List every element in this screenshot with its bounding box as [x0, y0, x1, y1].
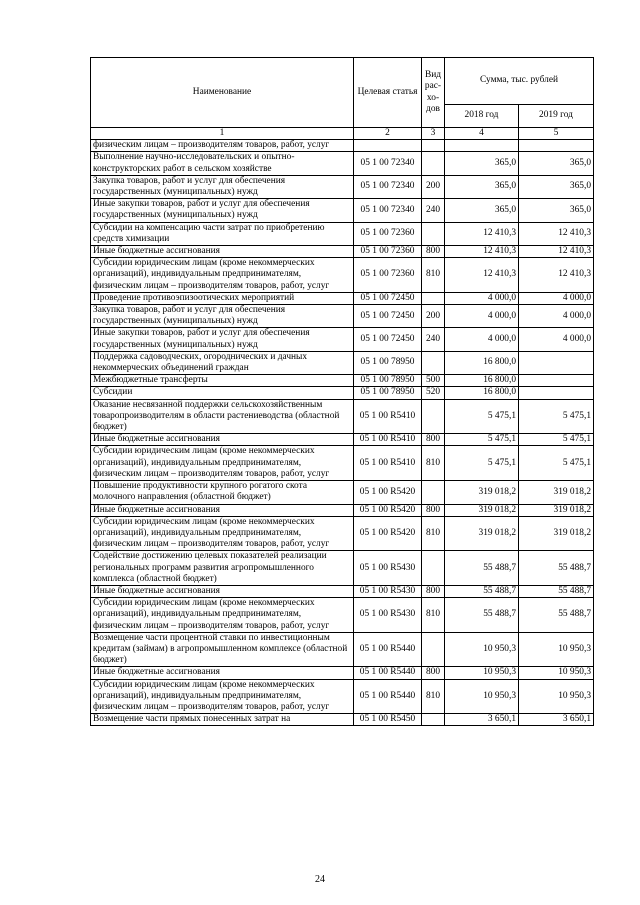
row-expense-kind: 810	[422, 446, 445, 481]
table-row	[91, 328, 594, 351]
column-number-row	[91, 128, 594, 140]
row-target-code	[354, 140, 422, 152]
table-row	[91, 504, 594, 516]
row-name: Субсидии юридическим лицам (кроме некоммерческих организаций), индивидуальным предпринимателям, физическим лицам – производителям товаров, работ, услуг	[91, 446, 354, 481]
row-amount-2019	[519, 375, 594, 387]
row-expense-kind	[422, 140, 445, 152]
row-name: Субсидии	[91, 387, 354, 399]
header-row	[91, 58, 594, 105]
row-expense-kind	[422, 222, 445, 245]
row-expense-kind: 240	[422, 328, 445, 351]
row-amount-2019: 3 650,1	[519, 714, 594, 726]
row-amount-2018: 319 018,2	[445, 481, 519, 504]
row-target-code: 05 1 00 72340	[354, 199, 422, 222]
table-row	[91, 481, 594, 504]
row-expense-kind: 810	[422, 679, 445, 714]
row-name: Иные закупки товаров, работ и услуг для обеспечения государственных (муниципальных) нужд	[91, 328, 354, 351]
row-amount-2019: 55 488,7	[519, 598, 594, 633]
row-name: Повышение продуктивности крупного рогатого скота молочного направления (областной бюджет)	[91, 481, 354, 504]
row-target-code: 05 1 00 72450	[354, 292, 422, 304]
row-expense-kind: 810	[422, 258, 445, 293]
row-amount-2019: 319 018,2	[519, 481, 594, 504]
row-expense-kind: 520	[422, 387, 445, 399]
table-row	[91, 387, 594, 399]
row-amount-2019: 4 000,0	[519, 305, 594, 328]
row-expense-kind: 200	[422, 175, 445, 198]
row-amount-2019: 319 018,2	[519, 504, 594, 516]
column-number: 2	[354, 128, 422, 140]
row-name: Субсидии на компенсацию части затрат по приобретению средств химизации	[91, 222, 354, 245]
row-amount-2018: 16 800,0	[445, 387, 519, 399]
row-amount-2019: 319 018,2	[519, 516, 594, 551]
row-amount-2019: 5 475,1	[519, 399, 594, 434]
table-body	[91, 140, 594, 726]
row-target-code: 05 1 00 R5420	[354, 516, 422, 551]
row-amount-2018: 5 475,1	[445, 399, 519, 434]
row-name: физическим лицам – производителям товаров, работ, услуг	[91, 140, 354, 152]
column-number: 4	[445, 128, 519, 140]
table-row	[91, 152, 594, 175]
table-row	[91, 551, 594, 586]
row-amount-2018: 365,0	[445, 175, 519, 198]
row-amount-2019	[519, 140, 594, 152]
row-name: Иные бюджетные ассигнования	[91, 434, 354, 446]
row-expense-kind	[422, 632, 445, 667]
row-expense-kind	[422, 481, 445, 504]
row-name: Выполнение научно-исследовательских и опытно-конструкторских работ в сельском хозяйстве	[91, 152, 354, 175]
row-target-code: 05 1 00 72360	[354, 222, 422, 245]
row-expense-kind: 810	[422, 516, 445, 551]
table-row	[91, 199, 594, 222]
row-amount-2018: 16 800,0	[445, 375, 519, 387]
row-target-code: 05 1 00 72360	[354, 246, 422, 258]
row-amount-2019	[519, 387, 594, 399]
row-target-code: 05 1 00 72340	[354, 152, 422, 175]
row-expense-kind	[422, 351, 445, 374]
row-amount-2018: 10 950,3	[445, 667, 519, 679]
row-expense-kind: 500	[422, 375, 445, 387]
table-row	[91, 375, 594, 387]
row-name: Возмещение части процентной ставки по инвестиционным кредитам (займам) в агропромышленном комплексе (областной бюджет)	[91, 632, 354, 667]
row-target-code: 05 1 00 72450	[354, 305, 422, 328]
row-expense-kind: 240	[422, 199, 445, 222]
row-amount-2018: 4 000,0	[445, 305, 519, 328]
table-row	[91, 351, 594, 374]
row-amount-2018	[445, 140, 519, 152]
row-amount-2019: 5 475,1	[519, 434, 594, 446]
row-name: Субсидии юридическим лицам (кроме некоммерческих организаций), индивидуальным предпринимателям, физическим лицам – производителям товаров, работ, услуг	[91, 258, 354, 293]
table-row	[91, 667, 594, 679]
row-target-code: 05 1 00 78950	[354, 387, 422, 399]
row-amount-2018: 55 488,7	[445, 585, 519, 597]
row-expense-kind	[422, 714, 445, 726]
row-amount-2019: 12 410,3	[519, 222, 594, 245]
row-amount-2018: 5 475,1	[445, 446, 519, 481]
row-target-code: 05 1 00 78950	[354, 375, 422, 387]
row-name: Субсидии юридическим лицам (кроме некоммерческих организаций), индивидуальным предпринимателям, физическим лицам – производителям товаров, работ, услуг	[91, 516, 354, 551]
header-target-code: Целевая статья	[354, 58, 422, 128]
table-row	[91, 632, 594, 667]
table-row	[91, 246, 594, 258]
row-expense-kind: 800	[422, 667, 445, 679]
table-row	[91, 516, 594, 551]
row-name: Иные закупки товаров, работ и услуг для обеспечения государственных (муниципальных) нужд	[91, 199, 354, 222]
row-expense-kind	[422, 551, 445, 586]
page-number: 24	[315, 874, 325, 885]
row-expense-kind: 800	[422, 585, 445, 597]
row-target-code: 05 1 00 R5410	[354, 446, 422, 481]
row-amount-2019: 12 410,3	[519, 246, 594, 258]
row-target-code: 05 1 00 R5420	[354, 481, 422, 504]
column-number: 1	[91, 128, 354, 140]
row-target-code: 05 1 00 R5410	[354, 399, 422, 434]
row-amount-2018: 4 000,0	[445, 328, 519, 351]
row-expense-kind: 200	[422, 305, 445, 328]
table-row	[91, 399, 594, 434]
row-name: Межбюджетные трансферты	[91, 375, 354, 387]
row-name: Субсидии юридическим лицам (кроме некоммерческих организаций), индивидуальным предпринимателям, физическим лицам – производителям товаров, работ, услуг	[91, 598, 354, 633]
row-name: Проведение противоэпизоотических мероприятий	[91, 292, 354, 304]
table-row	[91, 598, 594, 633]
row-expense-kind	[422, 292, 445, 304]
row-expense-kind	[422, 399, 445, 434]
header-year-2019: 2019 год	[519, 105, 594, 128]
row-amount-2018: 55 488,7	[445, 598, 519, 633]
row-target-code: 05 1 00 R5430	[354, 585, 422, 597]
header-amount: Сумма, тыс. рублей	[445, 58, 594, 105]
row-name: Иные бюджетные ассигнования	[91, 246, 354, 258]
header-name: Наименование	[91, 58, 354, 128]
row-amount-2018: 319 018,2	[445, 504, 519, 516]
row-target-code: 05 1 00 R5440	[354, 679, 422, 714]
row-target-code: 05 1 00 R5420	[354, 504, 422, 516]
row-target-code: 05 1 00 72340	[354, 175, 422, 198]
row-name: Иные бюджетные ассигнования	[91, 667, 354, 679]
column-number: 5	[519, 128, 594, 140]
row-expense-kind: 800	[422, 504, 445, 516]
table-row	[91, 305, 594, 328]
row-target-code: 05 1 00 72450	[354, 328, 422, 351]
row-name: Иные бюджетные ассигнования	[91, 504, 354, 516]
row-amount-2019: 365,0	[519, 199, 594, 222]
row-amount-2018: 12 410,3	[445, 246, 519, 258]
row-amount-2019: 10 950,3	[519, 667, 594, 679]
row-name: Иные бюджетные ассигнования	[91, 585, 354, 597]
row-amount-2018: 12 410,3	[445, 222, 519, 245]
row-target-code: 05 1 00 R5450	[354, 714, 422, 726]
row-amount-2019: 10 950,3	[519, 679, 594, 714]
row-amount-2018: 10 950,3	[445, 632, 519, 667]
row-name: Содействие достижению целевых показателей реализации региональных программ развития агропромышленного комплекса (областной бюджет)	[91, 551, 354, 586]
row-target-code: 05 1 00 R5410	[354, 434, 422, 446]
row-expense-kind: 800	[422, 434, 445, 446]
row-amount-2018: 10 950,3	[445, 679, 519, 714]
table-row	[91, 175, 594, 198]
table-row	[91, 292, 594, 304]
table-row	[91, 446, 594, 481]
row-amount-2019: 10 950,3	[519, 632, 594, 667]
row-amount-2018: 319 018,2	[445, 516, 519, 551]
row-target-code: 05 1 00 R5440	[354, 632, 422, 667]
table-row	[91, 258, 594, 293]
column-number: 3	[422, 128, 445, 140]
row-amount-2019	[519, 351, 594, 374]
row-amount-2019: 365,0	[519, 152, 594, 175]
row-amount-2019: 55 488,7	[519, 551, 594, 586]
row-amount-2019: 365,0	[519, 175, 594, 198]
row-amount-2019: 4 000,0	[519, 328, 594, 351]
row-amount-2018: 365,0	[445, 152, 519, 175]
row-amount-2019: 12 410,3	[519, 258, 594, 293]
row-expense-kind: 800	[422, 246, 445, 258]
row-target-code: 05 1 00 72360	[354, 258, 422, 293]
row-amount-2018: 5 475,1	[445, 434, 519, 446]
row-amount-2018: 3 650,1	[445, 714, 519, 726]
row-name: Возмещение части прямых понесенных затрат на	[91, 714, 354, 726]
row-name: Субсидии юридическим лицам (кроме некоммерческих организаций), индивидуальным предпринимателям, физическим лицам – производителям товаров, работ, услуг	[91, 679, 354, 714]
row-amount-2018: 12 410,3	[445, 258, 519, 293]
table-row	[91, 679, 594, 714]
row-amount-2018: 365,0	[445, 199, 519, 222]
row-target-code: 05 1 00 R5440	[354, 667, 422, 679]
row-amount-2018: 4 000,0	[445, 292, 519, 304]
table-row	[91, 222, 594, 245]
table-row	[91, 714, 594, 726]
row-name: Закупка товаров, работ и услуг для обеспечения государственных (муниципальных) нужд	[91, 175, 354, 198]
row-expense-kind	[422, 152, 445, 175]
table-row	[91, 434, 594, 446]
row-target-code: 05 1 00 78950	[354, 351, 422, 374]
row-name: Оказание несвязанной поддержки сельскохозяйственным товаропроизводителям в области растениеводства (областной бюджет)	[91, 399, 354, 434]
row-amount-2018: 16 800,0	[445, 351, 519, 374]
row-amount-2019: 5 475,1	[519, 446, 594, 481]
row-name: Закупка товаров, работ и услуг для обеспечения государственных (муниципальных) нужд	[91, 305, 354, 328]
table-row	[91, 140, 594, 152]
row-target-code: 05 1 00 R5430	[354, 551, 422, 586]
row-amount-2019: 55 488,7	[519, 585, 594, 597]
row-expense-kind: 810	[422, 598, 445, 633]
row-amount-2019: 4 000,0	[519, 292, 594, 304]
row-target-code: 05 1 00 R5430	[354, 598, 422, 633]
row-amount-2018: 55 488,7	[445, 551, 519, 586]
table-row	[91, 585, 594, 597]
budget-table	[90, 57, 594, 726]
header-expense-kind: Вид рас-хо-дов	[422, 58, 445, 128]
row-name: Поддержка садоводческих, огороднических и дачных некоммерческих объединений граждан	[91, 351, 354, 374]
header-year-2018: 2018 год	[445, 105, 519, 128]
